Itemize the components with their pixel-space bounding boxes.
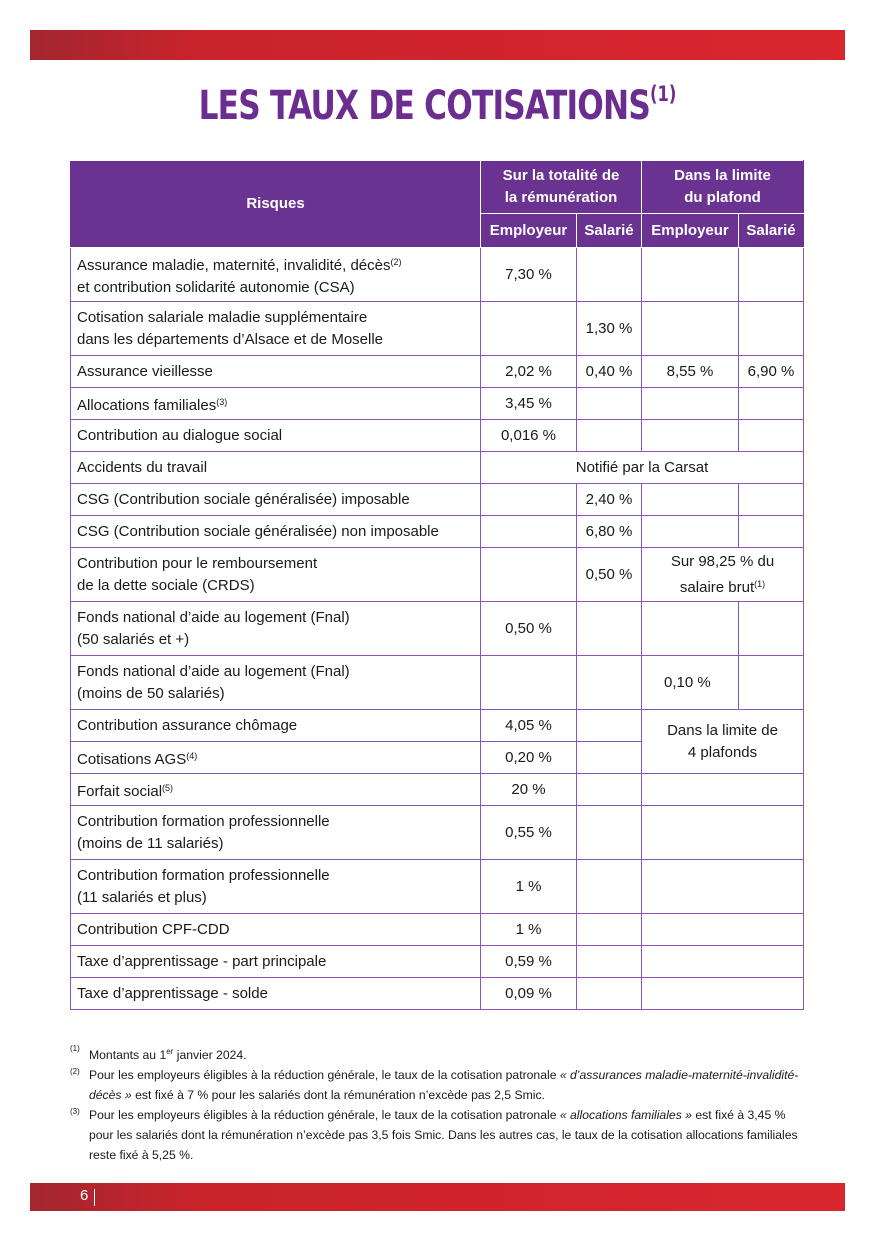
table-row [71, 388, 804, 420]
page-separator [94, 1189, 95, 1206]
plafond-rate [642, 860, 804, 914]
risk-label: CSG (Contribution sociale généralisée) non imposable [71, 516, 481, 548]
risk-label: Contribution pour le remboursement de la dette sociale (CRDS) [71, 548, 481, 602]
footnote-number: (3) [70, 1107, 80, 1116]
salarie-rate [577, 914, 642, 946]
header-salarie-plafond: Salarié [739, 214, 804, 248]
table-row [71, 548, 804, 602]
employeur-rate: 4,05 % [481, 710, 577, 742]
risk-label: Contribution formation professionnelle (11 salariés et plus) [71, 860, 481, 914]
plafond-salarie-rate [739, 516, 804, 548]
plafond-rate [642, 978, 804, 1010]
risk-label: Contribution formation professionnelle (moins de 11 salariés) [71, 806, 481, 860]
risk-label: Assurance maladie, maternité, invalidité, décès$^{(2)}$ et contribution solidarité autonomie (CSA) [71, 248, 481, 302]
footnote [70, 1065, 805, 1105]
plafond-salarie-rate [739, 484, 804, 516]
plafond-employeur-rate [642, 484, 739, 516]
plafond-salarie-rate: 6,90 % [739, 356, 804, 388]
employeur-rate: 2,02 % [481, 356, 577, 388]
table-row [71, 452, 804, 484]
plafond-employeur-rate [642, 516, 739, 548]
employeur-rate: 0,55 % [481, 806, 577, 860]
plafond-salarie-rate [739, 602, 804, 656]
salarie-rate [577, 774, 642, 806]
table-row [71, 420, 804, 452]
footnote-text: Pour les employeurs éligibles à la réduction générale, le taux de la cotisation patronale « d’assurances maladie-maternité-invalidité-décès » est fixé à 7 % pour les salariés dont la rémunération n’excède pas 2,5 Smic. [89, 1068, 799, 1102]
employeur-rate: 0,50 % [481, 602, 577, 656]
footnote [70, 1105, 805, 1165]
footer-banner [30, 1183, 845, 1211]
header-row-1 [71, 161, 804, 214]
plafond-salarie-rate [739, 302, 804, 356]
page-title: LES TAUX DE COTISATIONS$^{(1)}$ [198, 82, 677, 129]
employeur-rate: 3,45 % [481, 388, 577, 420]
employeur-rate [481, 302, 577, 356]
risk-label: Contribution assurance chômage [71, 710, 481, 742]
plafond-employeur-rate: 8,55 % [642, 356, 739, 388]
employeur-rate: 1 % [481, 914, 577, 946]
table-row [71, 656, 804, 710]
salarie-rate: 6,80 % [577, 516, 642, 548]
header-risques: Risques [71, 161, 481, 248]
footnote-text: Montants au 1er janvier 2024. [89, 1047, 247, 1062]
risk-label: Taxe d’apprentissage - part principale [71, 946, 481, 978]
header-plafond: Dans la limite du plafond [642, 161, 804, 214]
plafond-salarie-rate [739, 656, 804, 710]
employeur-rate [481, 484, 577, 516]
salarie-rate [577, 742, 642, 774]
plafond-employeur-rate [642, 302, 739, 356]
salarie-rate: 0,40 % [577, 356, 642, 388]
header-salarie-totalite: Salarié [577, 214, 642, 248]
employeur-rate: 0,016 % [481, 420, 577, 452]
risk-label: Assurance vieillesse [71, 356, 481, 388]
plafond-rate [642, 946, 804, 978]
footnote-number: (2) [70, 1067, 80, 1076]
salarie-rate [577, 656, 642, 710]
footnote-number: (1) [70, 1044, 80, 1053]
risk-label: CSG (Contribution sociale généralisée) imposable [71, 484, 481, 516]
table-row [71, 484, 804, 516]
employeur-rate: 0,20 % [481, 742, 577, 774]
risk-label: Cotisation salariale maladie supplémentaire dans les départements d’Alsace et de Moselle [71, 302, 481, 356]
footnote-text: Pour les employeurs éligibles à la réduction générale, le taux de la cotisation patronale « allocations familiales » est fixé à 3,45 % pour les salariés dont la rémunération n’excède pas 3,5 fois Smic. Dans les autres cas, le taux de la cotisation allocations familiales reste fixé à 5,25 %. [89, 1108, 798, 1162]
salarie-rate [577, 602, 642, 656]
table-row [71, 946, 804, 978]
plafond-salarie-rate [739, 388, 804, 420]
employeur-rate: 20 % [481, 774, 577, 806]
table-row [71, 978, 804, 1010]
employeur-rate: 0,59 % [481, 946, 577, 978]
salarie-rate [577, 806, 642, 860]
risk-label: Accidents du travail [71, 452, 481, 484]
table-row [71, 302, 804, 356]
table-row [71, 516, 804, 548]
top-banner [30, 30, 845, 60]
plafond-note: Dans la limite de 4 plafonds [642, 710, 804, 774]
page-number: 6 [80, 1187, 89, 1204]
salarie-rate [577, 248, 642, 302]
plafond-employeur-rate [642, 388, 739, 420]
contributions-table [70, 160, 804, 1010]
table-row [71, 774, 804, 806]
table-row [71, 248, 804, 302]
risk-label: Fonds national d’aide au logement (Fnal) (50 salariés et +) [71, 602, 481, 656]
plafond-rate [642, 806, 804, 860]
plafond-employeur-rate: 0,10 % [642, 656, 739, 710]
risk-label: Forfait social$^{(5)}$ [71, 774, 481, 806]
header-employeur-plafond: Employeur [642, 214, 739, 248]
salarie-rate [577, 860, 642, 914]
employeur-rate [481, 548, 577, 602]
plafond-employeur-rate [642, 248, 739, 302]
table-row [71, 806, 804, 860]
employeur-rate: 1 % [481, 860, 577, 914]
header-totalite: Sur la totalité de la rémunération [481, 161, 642, 214]
title-footnote-ref: (1) [650, 82, 677, 106]
salarie-rate [577, 946, 642, 978]
header-employeur-totalite: Employeur [481, 214, 577, 248]
plafond-employeur-rate [642, 420, 739, 452]
table-row [71, 710, 804, 742]
plafond-salarie-rate [739, 420, 804, 452]
plafond-employeur-rate [642, 602, 739, 656]
salarie-rate [577, 710, 642, 742]
table-row [71, 356, 804, 388]
plafond-note: Sur 98,25 % du salaire brut$^{(1)}$ [642, 548, 804, 602]
salarie-rate [577, 420, 642, 452]
employeur-rate [481, 516, 577, 548]
plafond-rate [642, 914, 804, 946]
employeur-rate: 7,30 % [481, 248, 577, 302]
salarie-rate: 1,30 % [577, 302, 642, 356]
risk-label: Fonds national d’aide au logement (Fnal) (moins de 50 salariés) [71, 656, 481, 710]
salarie-rate [577, 978, 642, 1010]
merged-note: Notifié par la Carsat [481, 452, 804, 484]
employeur-rate: 0,09 % [481, 978, 577, 1010]
risk-label: Allocations familiales$^{(3)}$ [71, 388, 481, 420]
plafond-rate [642, 774, 804, 806]
salarie-rate: 0,50 % [577, 548, 642, 602]
table-row [71, 602, 804, 656]
footnote [70, 1042, 805, 1065]
plafond-salarie-rate [739, 248, 804, 302]
salarie-rate [577, 388, 642, 420]
footnotes [70, 1042, 805, 1165]
salarie-rate: 2,40 % [577, 484, 642, 516]
risk-label: Taxe d’apprentissage - solde [71, 978, 481, 1010]
table-row [71, 860, 804, 914]
employeur-rate [481, 656, 577, 710]
risk-label: Contribution CPF-CDD [71, 914, 481, 946]
table-row [71, 914, 804, 946]
risk-label: Contribution au dialogue social [71, 420, 481, 452]
risk-label: Cotisations AGS$^{(4)}$ [71, 742, 481, 774]
